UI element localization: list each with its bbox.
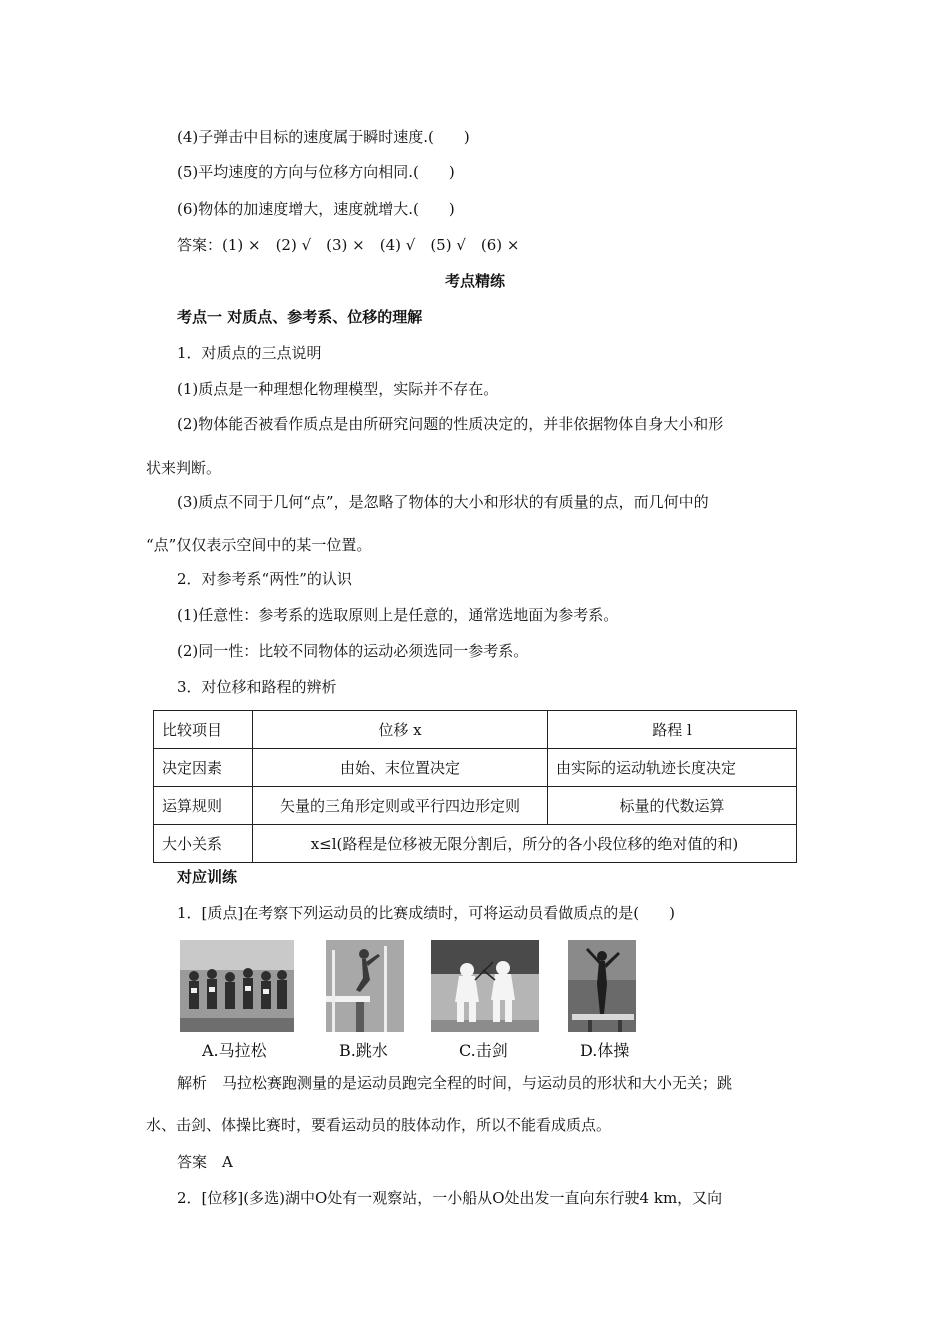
point1-item1: (1)质点是一种理想化物理模型，实际并不存在。 (177, 380, 499, 398)
table-cell: 矢量的三角形定则或平行四边形定则 (253, 787, 548, 825)
table-header-row (154, 711, 797, 749)
fencing-photo (431, 940, 539, 1032)
statement-4: (4)子弹击中目标的速度属于瞬时速度.( ) (177, 128, 470, 146)
table-row (154, 749, 797, 787)
table-cell: 由始、末位置决定 (253, 749, 548, 787)
table-cell: x≤l(路程是位移被无限分割后，所分的各小段位移的绝对值的和) (253, 825, 797, 863)
answer-a: 答案 A (177, 1153, 233, 1171)
table-row (154, 787, 797, 825)
analysis-line1: 解析 马拉松赛跑测量的是运动员跑完全程的时间，与运动员的形状和大小无关；跳 (177, 1074, 733, 1092)
comparison-table (153, 710, 797, 863)
question-2: 2．[位移](多选)湖中O处有一观察站，一小船从O处出发一直向东行驶4 km，又向 (177, 1189, 723, 1207)
table-header-cell: 比较项目 (154, 711, 253, 749)
point1-title: 1．对质点的三点说明 (177, 344, 322, 362)
section-title: 考点精练 (444, 272, 505, 290)
table-header-cell: 路程 l (548, 711, 797, 749)
option-b-label: B.跳水 (339, 1041, 388, 1060)
statement-6: (6)物体的加速度增大，速度就增大.( ) (177, 200, 455, 218)
option-a-label: A.马拉松 (202, 1041, 267, 1060)
table-cell: 运算规则 (154, 787, 253, 825)
point3-title: 3．对位移和路程的辨析 (177, 678, 337, 696)
gymnastics-photo (568, 940, 636, 1032)
topic-heading: 考点一 对质点、参考系、位移的理解 (177, 308, 423, 326)
question-1: 1．[质点]在考察下列运动员的比赛成绩时，可将运动员看做质点的是( ) (177, 904, 675, 922)
table-cell: 决定因素 (154, 749, 253, 787)
table-row (154, 825, 797, 863)
table-cell: 大小关系 (154, 825, 253, 863)
diving-photo (326, 940, 404, 1032)
table-cell: 由实际的运动轨迹长度决定 (548, 749, 797, 787)
marathon-photo (180, 940, 294, 1032)
point1-item2-line2: 状来判断。 (146, 459, 222, 477)
analysis-line2: 水、击剑、体操比赛时，要看运动员的肢体动作，所以不能看成质点。 (146, 1116, 612, 1134)
point2-title: 2．对参考系“两性”的认识 (177, 570, 352, 588)
option-d-label: D.体操 (580, 1041, 630, 1060)
answer-line: 答案：(1) × (2) √ (3) × (4) √ (5) √ (6) × (177, 236, 520, 254)
point1-item3-line1: (3)质点不同于几何“点”，是忽略了物体的大小和形状的有质量的点，而几何中的 (177, 493, 709, 511)
point1-item2-line1: (2)物体能否被看作质点是由所研究问题的性质决定的，并非依据物体自身大小和形 (177, 415, 724, 433)
option-c-label: C.击剑 (459, 1041, 508, 1060)
point2-item2: (2)同一性：比较不同物体的运动必须选同一参考系。 (177, 642, 529, 660)
point2-item1: (1)任意性：参考系的选取原则上是任意的，通常选地面为参考系。 (177, 606, 619, 624)
table-cell: 标量的代数运算 (548, 787, 797, 825)
table-header-cell: 位移 x (253, 711, 548, 749)
point1-item3-line2: “点”仅仅表示空间中的某一位置。 (146, 536, 372, 554)
statement-5: (5)平均速度的方向与位移方向相同.( ) (177, 163, 455, 181)
practice-heading: 对应训练 (177, 868, 238, 886)
